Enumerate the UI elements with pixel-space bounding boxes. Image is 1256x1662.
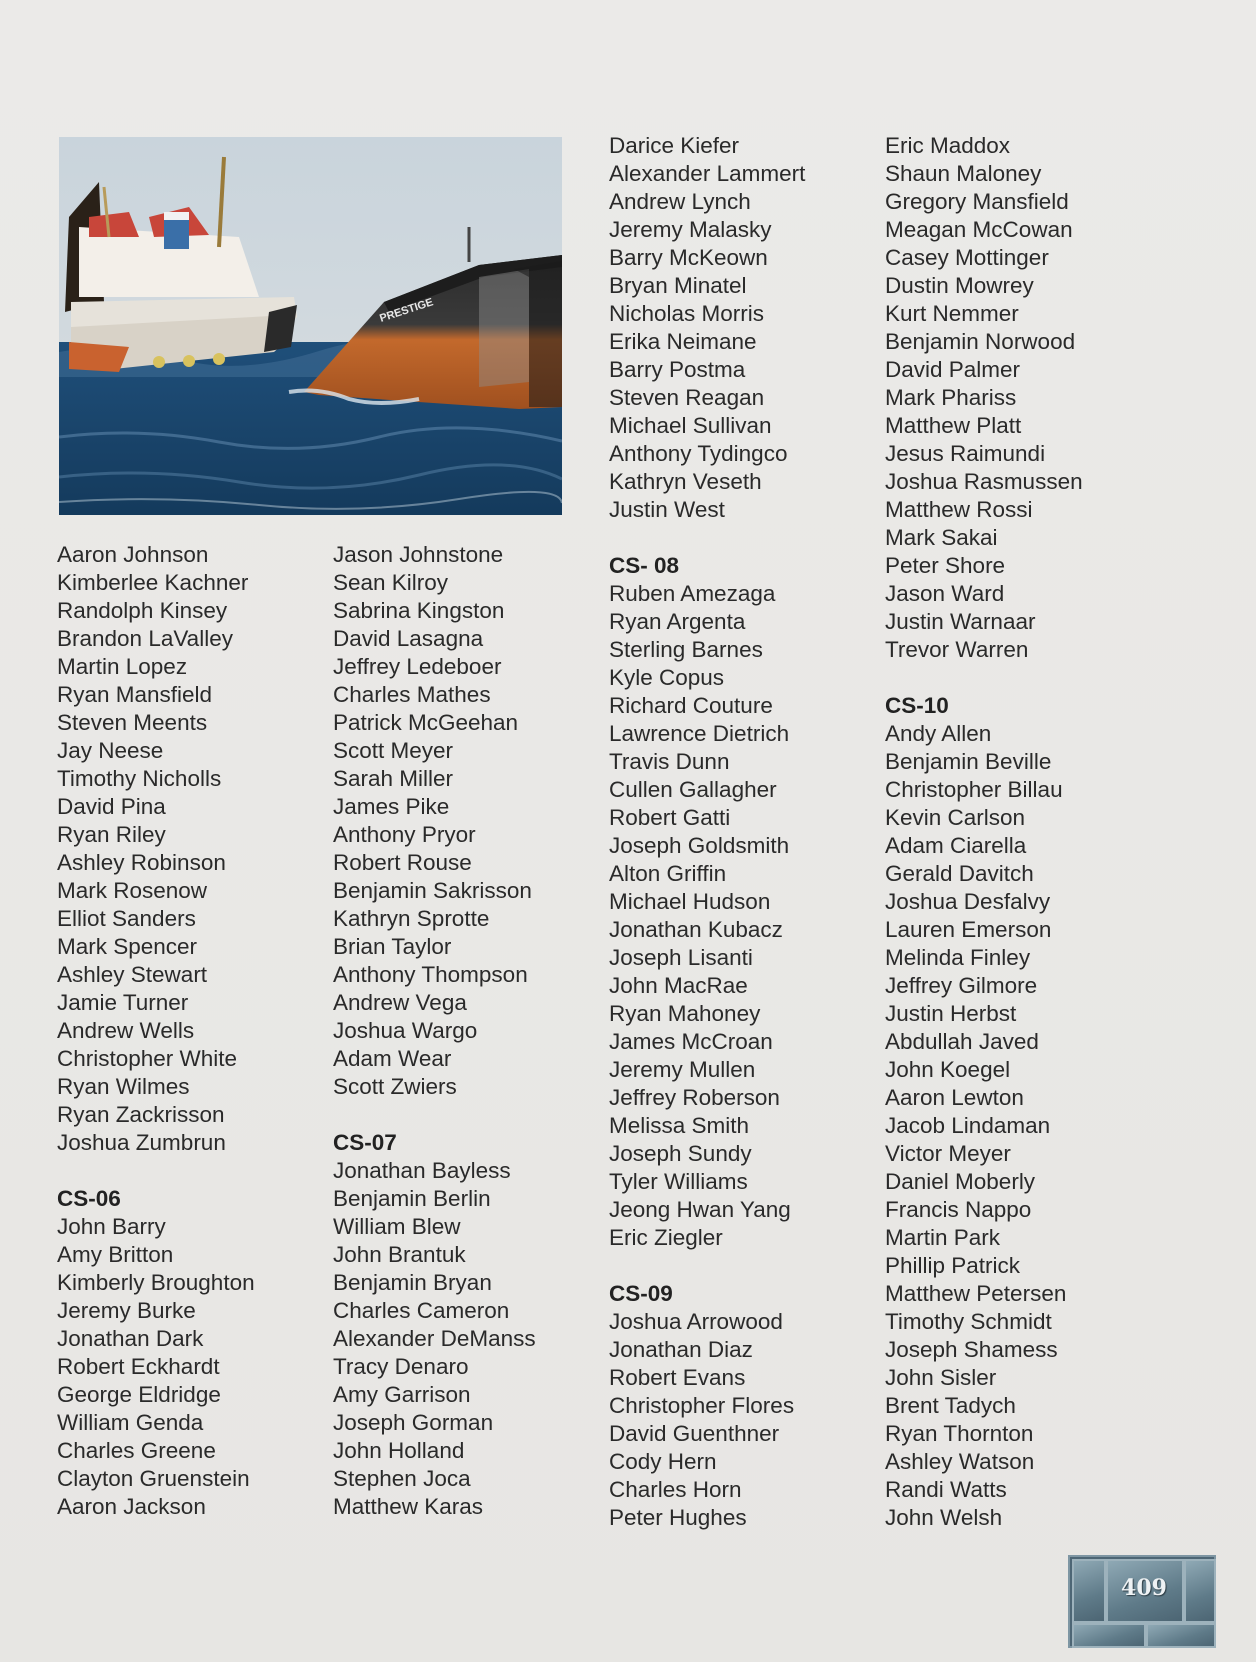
student-name: Casey Mottinger — [885, 245, 1049, 270]
student-name: Mark Sakai — [885, 525, 998, 550]
student-name: Sabrina Kingston — [333, 598, 505, 623]
student-name: Joseph Gorman — [333, 1410, 494, 1435]
student-name: Ryan Riley — [57, 822, 166, 847]
student-name: Elliot Sanders — [57, 906, 196, 931]
student-name: Ryan Argenta — [609, 609, 746, 634]
student-name: Randi Watts — [885, 1477, 1007, 1502]
student-name: Christopher White — [57, 1046, 238, 1071]
student-name: Kevin Carlson — [885, 805, 1026, 830]
student-name: Joseph Shamess — [885, 1337, 1058, 1362]
student-name: Kathryn Sprotte — [333, 906, 490, 931]
student-name: Patrick McGeehan — [333, 710, 519, 735]
student-name: John Koegel — [885, 1057, 1011, 1082]
student-name: Jacob Lindaman — [885, 1113, 1051, 1138]
ship-name-text: PRESTIGE — [378, 296, 435, 325]
student-name: Sean Kilroy — [333, 570, 449, 595]
student-name: Charles Horn — [609, 1477, 742, 1502]
student-name: Ryan Mansfield — [57, 682, 213, 707]
section-heading: CS- 08 — [609, 553, 680, 578]
name-column-2 — [333, 541, 593, 1521]
student-name: David Palmer — [885, 357, 1021, 382]
student-name: Benjamin Beville — [885, 749, 1052, 774]
student-name: Kimberly Broughton — [57, 1270, 255, 1295]
student-name: Kyle Copus — [609, 665, 725, 690]
student-name: Anthony Tydingco — [609, 441, 788, 466]
student-name: Justin Herbst — [885, 1001, 1017, 1026]
student-name: Jeremy Malasky — [609, 217, 772, 242]
student-name: Michael Sullivan — [609, 413, 772, 438]
student-name: Abdullah Javed — [885, 1029, 1039, 1054]
student-name: Barry Postma — [609, 357, 746, 382]
student-name: Amy Britton — [57, 1242, 174, 1267]
student-name: Steven Reagan — [609, 385, 765, 410]
student-name: Jeremy Burke — [57, 1298, 196, 1323]
student-name: Richard Couture — [609, 693, 773, 718]
student-name: Eric Ziegler — [609, 1225, 723, 1250]
student-name: Timothy Schmidt — [885, 1309, 1052, 1334]
student-name: Michael Hudson — [609, 889, 771, 914]
student-name: Alton Griffin — [609, 861, 727, 886]
student-name: Benjamin Berlin — [333, 1186, 491, 1211]
student-name: Ryan Wilmes — [57, 1074, 190, 1099]
student-name: John Sisler — [885, 1365, 997, 1390]
student-name: Timothy Nicholls — [57, 766, 222, 791]
student-name: Lawrence Dietrich — [609, 721, 790, 746]
student-name: Martin Lopez — [57, 654, 188, 679]
student-name: Brian Taylor — [333, 934, 452, 959]
student-name: David Guenthner — [609, 1421, 780, 1446]
student-name: Aaron Jackson — [57, 1494, 206, 1519]
student-name: Anthony Pryor — [333, 822, 476, 847]
student-name: Charles Cameron — [333, 1298, 510, 1323]
student-name: John Barry — [57, 1214, 166, 1239]
student-name: Jesus Raimundi — [885, 441, 1046, 466]
student-name: Jeong Hwan Yang — [609, 1197, 791, 1222]
student-name: Lauren Emerson — [885, 917, 1052, 942]
student-name: Andy Allen — [885, 721, 992, 746]
student-name: Kimberlee Kachner — [57, 570, 249, 595]
student-name: Ashley Watson — [885, 1449, 1035, 1474]
student-name: Ryan Mahoney — [609, 1001, 761, 1026]
student-name: Matthew Platt — [885, 413, 1022, 438]
name-column-1 — [57, 541, 317, 1521]
student-name: James McCroan — [609, 1029, 773, 1054]
student-name: Dustin Mowrey — [885, 273, 1034, 298]
student-name: Justin West — [609, 497, 725, 522]
student-name: Joseph Goldsmith — [609, 833, 790, 858]
student-name: Kurt Nemmer — [885, 301, 1019, 326]
student-name: Alexander Lammert — [609, 161, 806, 186]
student-name: Joseph Lisanti — [609, 945, 753, 970]
student-name: Ryan Zackrisson — [57, 1102, 225, 1127]
student-name: Mark Rosenow — [57, 878, 208, 903]
student-name: George Eldridge — [57, 1382, 221, 1407]
student-name: John MacRae — [609, 973, 748, 998]
student-name: Benjamin Norwood — [885, 329, 1076, 354]
student-name: Stephen Joca — [333, 1466, 471, 1491]
student-name: Joseph Sundy — [609, 1141, 752, 1166]
student-name: Daniel Moberly — [885, 1169, 1036, 1194]
section-heading: CS-10 — [885, 693, 949, 718]
student-name: Francis Nappo — [885, 1197, 1032, 1222]
student-name: Mark Spencer — [57, 934, 198, 959]
student-name: Amy Garrison — [333, 1382, 471, 1407]
student-name: Sarah Miller — [333, 766, 454, 791]
student-name: Jonathan Kubacz — [609, 917, 783, 942]
sinking-tanker-photo — [59, 137, 562, 515]
student-name: Sterling Barnes — [609, 637, 763, 662]
student-name: Benjamin Bryan — [333, 1270, 492, 1295]
student-name: Martin Park — [885, 1225, 1001, 1250]
student-name: Jeremy Mullen — [609, 1057, 756, 1082]
student-name: Ruben Amezaga — [609, 581, 776, 606]
student-name: David Lasagna — [333, 626, 484, 651]
student-name: Charles Greene — [57, 1438, 216, 1463]
student-name: Bryan Minatel — [609, 273, 747, 298]
student-name: Jonathan Diaz — [609, 1337, 753, 1362]
student-name: Eric Maddox — [885, 133, 1011, 158]
student-name: Scott Meyer — [333, 738, 454, 763]
student-name: Gregory Mansfield — [885, 189, 1069, 214]
student-name: John Brantuk — [333, 1242, 466, 1267]
student-name: Joshua Arrowood — [609, 1309, 783, 1334]
section-heading: CS-07 — [333, 1130, 397, 1155]
page-number-badge — [1068, 1555, 1216, 1648]
student-name: Jonathan Bayless — [333, 1158, 511, 1183]
student-name: Jeffrey Gilmore — [885, 973, 1038, 998]
student-name: Travis Dunn — [609, 749, 730, 774]
student-name: Steven Meents — [57, 710, 208, 735]
name-column-4 — [885, 132, 1145, 1532]
student-name: Joshua Rasmussen — [885, 469, 1083, 494]
student-name: Andrew Vega — [333, 990, 467, 1015]
student-name: Aaron Lewton — [885, 1085, 1024, 1110]
student-name: Robert Eckhardt — [57, 1354, 220, 1379]
student-name: Justin Warnaar — [885, 609, 1036, 634]
student-name: Charles Mathes — [333, 682, 491, 707]
student-name: Alexander DeManss — [333, 1326, 536, 1351]
student-name: John Welsh — [885, 1505, 1003, 1530]
student-name: Aaron Johnson — [57, 542, 209, 567]
student-name: Christopher Billau — [885, 777, 1063, 802]
student-name: Matthew Rossi — [885, 497, 1033, 522]
student-name: Barry McKeown — [609, 245, 768, 270]
student-name: Melinda Finley — [885, 945, 1031, 970]
student-name: Nicholas Morris — [609, 301, 765, 326]
student-name: Adam Wear — [333, 1046, 452, 1071]
student-name: Joshua Wargo — [333, 1018, 478, 1043]
student-name: Erika Neimane — [609, 329, 757, 354]
student-name: Robert Evans — [609, 1365, 746, 1390]
student-name: Andrew Lynch — [609, 189, 751, 214]
student-name: Gerald Davitch — [885, 861, 1034, 886]
student-name: Joshua Desfalvy — [885, 889, 1051, 914]
student-name: Peter Shore — [885, 553, 1006, 578]
section-heading: CS-06 — [57, 1186, 121, 1211]
student-name: Peter Hughes — [609, 1505, 747, 1530]
student-name: Ryan Thornton — [885, 1421, 1034, 1446]
student-name: Jason Johnstone — [333, 542, 504, 567]
student-name: Tracy Denaro — [333, 1354, 469, 1379]
section-heading: CS-09 — [609, 1281, 673, 1306]
student-name: Melissa Smith — [609, 1113, 750, 1138]
student-name: Cullen Gallagher — [609, 777, 777, 802]
student-name: Robert Rouse — [333, 850, 472, 875]
student-name: Scott Zwiers — [333, 1074, 457, 1099]
student-name: Kathryn Veseth — [609, 469, 762, 494]
student-name: Matthew Karas — [333, 1494, 484, 1519]
student-name: Matthew Petersen — [885, 1281, 1067, 1306]
student-name: John Holland — [333, 1438, 465, 1463]
student-name: Jeffrey Ledeboer — [333, 654, 502, 679]
student-name: Benjamin Sakrisson — [333, 878, 532, 903]
student-name: Darice Kiefer — [609, 133, 740, 158]
student-name: William Blew — [333, 1214, 461, 1239]
student-name: David Pina — [57, 794, 166, 819]
student-name: Clayton Gruenstein — [57, 1466, 250, 1491]
student-name: Jay Neese — [57, 738, 164, 763]
student-name: Cody Hern — [609, 1449, 717, 1474]
name-column-3 — [609, 132, 869, 1532]
student-name: Jamie Turner — [57, 990, 189, 1015]
student-name: Victor Meyer — [885, 1141, 1011, 1166]
student-name: Jonathan Dark — [57, 1326, 204, 1351]
student-name: Christopher Flores — [609, 1393, 795, 1418]
student-name: Adam Ciarella — [885, 833, 1027, 858]
student-name: Jeffrey Roberson — [609, 1085, 780, 1110]
page-number: 409 — [1121, 1575, 1167, 1601]
student-name: James Pike — [333, 794, 450, 819]
student-name: Phillip Patrick — [885, 1253, 1021, 1278]
student-name: Robert Gatti — [609, 805, 731, 830]
student-name: Jason Ward — [885, 581, 1005, 606]
student-name: Ashley Robinson — [57, 850, 226, 875]
student-name: Andrew Wells — [57, 1018, 195, 1043]
student-name: Brandon LaValley — [57, 626, 233, 651]
student-name: Ashley Stewart — [57, 962, 208, 987]
student-name: Mark Phariss — [885, 385, 1017, 410]
student-name: Randolph Kinsey — [57, 598, 228, 623]
student-name: Anthony Thompson — [333, 962, 528, 987]
student-name: Meagan McCowan — [885, 217, 1073, 242]
student-name: Brent Tadych — [885, 1393, 1016, 1418]
student-name: Trevor Warren — [885, 637, 1029, 662]
student-name: Shaun Maloney — [885, 161, 1042, 186]
student-name: Joshua Zumbrun — [57, 1130, 226, 1155]
student-name: Tyler Williams — [609, 1169, 748, 1194]
student-name: William Genda — [57, 1410, 204, 1435]
